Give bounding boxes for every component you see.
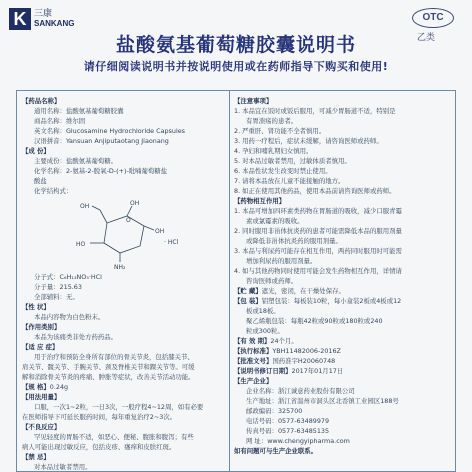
left-column [22, 96, 224, 472]
formula-nh2: NH₂ [114, 264, 126, 271]
properties-heading: 【性 状】 [22, 303, 50, 311]
package-line3: 聚乙烯瓶包装：每瓶42粒或90粒或180粒或240 [246, 317, 383, 325]
fax: 传真号码：0577-63485135 [246, 427, 330, 435]
adverse-line2: 病人可能出现过敏反应，包括皮疹、瘙痒和皮肤红斑。 [22, 443, 176, 451]
caution-3: 3. 用药一疗程后，症状未缓解，请咨询医师或药师。 [234, 137, 383, 145]
otc-badge: OTC [412, 8, 454, 28]
interaction-3: 3. 本品与利尿药可能存在相互作用，两药同时服用时可能需 [234, 247, 402, 255]
caution-8: 8. 如正在使用其他药品，使用本品前请咨询医师或药师。 [234, 187, 396, 195]
right-column [234, 96, 452, 456]
package-line4: 粒或300粒。 [246, 327, 284, 335]
interaction-4: 4. 如与其他药物同时使用可能会发生药物相互作用，详情请 [234, 267, 402, 275]
structure-label: 化学结构式： [34, 187, 73, 195]
formula-oh-top: OH [80, 203, 90, 210]
standard-heading: 【执行标准】 [234, 347, 273, 355]
approval-text: 国药准字H20060748 [272, 357, 336, 365]
trade-name: 商品名称：维尔固 [34, 117, 86, 125]
company-address: 生产地址：浙江省温州市洞头区北岙镇工业园区188号 [246, 397, 399, 405]
interaction-2b: 或降低非甾体抗炎药的服用剂量。 [246, 237, 342, 245]
caution-5: 5. 对本品过敏者禁用，过敏体质者慎用。 [234, 157, 351, 165]
adverse-line1: 罕见轻度的胃肠不适，如恶心、便秘、腹胀和腹泻；有些 [34, 433, 194, 441]
website: 网 址：www.chengyipharma.com [246, 437, 350, 445]
page-subtitle: 请仔细阅读说明书并按说明使用或在药师指导下购买和使用! [83, 60, 389, 73]
structural-formula [52, 198, 224, 272]
main-component: 主要成份：盐酸氨基葡萄糖。 [34, 157, 118, 165]
page-title: 盐酸氨基葡萄糖胶囊说明书 [115, 34, 356, 56]
indications-line3: 解和消除骨关节炎的疼痛、肿胀等症状，改善关节活动功能。 [22, 373, 195, 381]
package-line1: 铝塑包装：每板装10粒，每小盒装2板或4板或12 [261, 297, 402, 305]
validity-heading: 【有 效 期】 [234, 337, 271, 345]
interaction-1: 1. 本品可增加四环素类药物在胃肠道的吸收，减少口服青霉 [234, 207, 402, 215]
pinyin-name: 汉语拼音：Yansuan Anjiputaotang Jiaonang [34, 137, 169, 145]
contraindications-text: 对本品过敏者禁用。 [34, 463, 92, 471]
excipients: 全部辅料：无。 [34, 293, 79, 301]
revision-heading: 【说明书修订日期】 [234, 367, 292, 375]
caution-6: 6. 本品性状发生改变时禁止使用。 [234, 167, 332, 175]
footer-note: 如有问题可与生产企业联系。 [234, 447, 318, 455]
indications-line1: 用于治疗和预防全身所有部位的骨关节炎，包括膝关节、 [34, 353, 194, 361]
formula-oh-ring: OH [130, 200, 140, 207]
phone: 电话号码：0577-63489979 [246, 417, 330, 425]
caution-7: 7. 请将本品放在儿童不能接触的地方。 [234, 177, 345, 185]
contraindications-heading: 【禁 忌】 [22, 453, 50, 461]
chemical-name-line1: 化学名称：2-氨基-2-脱氧-D-(+)-吡喃葡萄糖盐 [34, 167, 168, 175]
usage-heading: 【用法用量】 [22, 393, 61, 401]
spec-heading: 【规 格】 [22, 383, 50, 391]
approval-heading: 【批准文号】 [234, 357, 273, 365]
interaction-1b: 素或氯霉素的吸收。 [246, 217, 304, 225]
storage-heading: 【贮 藏】 [234, 287, 262, 295]
structural-formula-drawing [52, 198, 202, 272]
indications-line2: 肩关节、髋关节、手腕关节、颈及脊椎关节和踝关节等。可缓 [22, 363, 195, 371]
chemical-name-line2: 酸盐 [34, 177, 47, 185]
logo-en-text: SANKANG [34, 19, 75, 28]
interactions-heading: 【药物相互作用】 [234, 197, 286, 205]
interaction-3b: 增加利尿药的服用剂量。 [246, 257, 317, 265]
storage-text: 遮光，密闭，在干燥处保存。 [261, 287, 345, 295]
package-heading: 【包 装】 [234, 297, 262, 305]
interaction-4b: 咨询医师或药师。 [246, 277, 298, 285]
postcode: 邮政编码：325700 [246, 407, 303, 415]
company-name: 企业名称：浙江诚意药业股份有限公司 [246, 387, 355, 395]
components-heading: 【成 份】 [22, 147, 50, 155]
properties-text: 本品内容物为白色粉末。 [34, 313, 105, 321]
caution-2: 2. 严重肝、肾功能不全者慎用。 [234, 127, 326, 135]
package-line2: 板或18板。 [246, 307, 280, 315]
svg-text:O: O [126, 217, 131, 224]
usage-line1: 口服，一次1~2粒，一日3次，一般疗程4~12周，如有必要 [34, 403, 204, 411]
column-divider [229, 90, 230, 472]
spec-text: 0.24g [49, 383, 69, 391]
drug-name-heading: 【药品名称】 [22, 97, 61, 105]
standard-text: YBH11482006-2016Z [272, 347, 341, 355]
category-text: 本品为该痛类非处方药药品。 [34, 333, 118, 341]
logo-mark: K [9, 8, 31, 30]
revision-text: 2017年01月17日 [291, 367, 344, 375]
interaction-2: 2. 同时服用非甾体抗炎药的患者可能需降低本品的服用剂量 [234, 227, 402, 235]
caution-4: 4. 孕妇和哺乳期妇女慎用。 [234, 147, 313, 155]
company-logo [9, 8, 74, 30]
formula-oh-right: OH [155, 228, 165, 235]
manufacturer-heading: 【生产企业】 [234, 377, 273, 385]
usage-line2: 在医师指导下可延长服药时间，每年重复治疗2~3次。 [22, 413, 177, 421]
caution-1: 1. 本品宜在饭时或饭后服用，可减少胃肠道不适，特别是 [234, 107, 396, 115]
adverse-heading: 【不良反应】 [22, 423, 61, 431]
formula-hcl: · HCl [164, 239, 179, 246]
cautions-heading: 【注意事项】 [234, 97, 273, 105]
english-name: 英文名称：Glucosamine Hydrochloride Capsules [34, 127, 185, 135]
generic-name: 通用名称：盐酸氨基葡萄糖胶囊 [34, 107, 124, 115]
indications-heading: 【适 应 症】 [22, 343, 59, 351]
category-heading: 【作用类别】 [22, 323, 61, 331]
caution-1b: 有胃溃疡的患者。 [246, 117, 298, 125]
molecular-formula: 分子式：C₆H₁₃NO₅·HCl [34, 273, 102, 281]
validity-text: 24个月。 [270, 337, 298, 345]
formula-ho: HO [76, 241, 86, 248]
logo-cn-text: 三康 [34, 9, 53, 19]
otc-category: 乙类 [417, 33, 436, 43]
molecular-weight: 分子量：215.63 [34, 283, 82, 291]
